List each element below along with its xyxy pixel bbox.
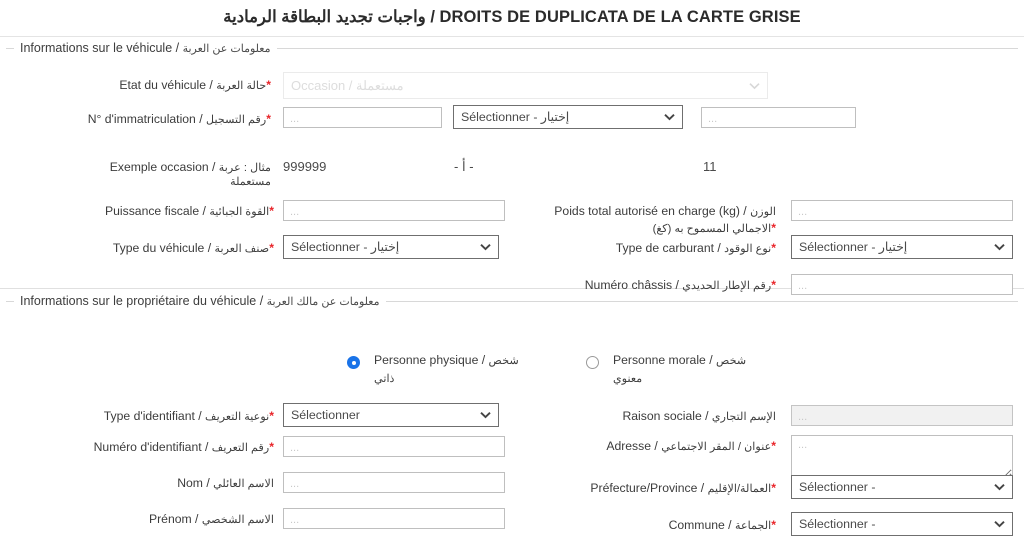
label-etat-vehicule-fr: Etat du véhicule / xyxy=(119,78,217,93)
select-type-identifiant-wrap xyxy=(283,403,499,427)
label-adresse xyxy=(526,438,776,455)
value-exemple-serial: 999999 xyxy=(283,159,327,175)
label-type-identifiant-fr: Type d'identifiant / xyxy=(103,409,206,424)
select-commune-wrap xyxy=(791,512,1013,536)
label-prefecture-province-fr: Préfecture/Province / xyxy=(590,481,708,496)
vehicle-legend-fr: Informations sur le véhicule / xyxy=(20,41,183,56)
input-numero-identifiant[interactable] xyxy=(283,436,505,457)
radio-personne-physique-label-fr: Personne physique / xyxy=(374,353,489,368)
required-marker: * xyxy=(269,409,274,424)
label-raison-sociale xyxy=(526,408,776,425)
owner-legend-fr: Informations sur le propriétaire du véhicule / xyxy=(20,294,267,309)
label-exemple-occasion xyxy=(86,160,271,188)
label-numero-identifiant-fr: Numéro d'identifiant / xyxy=(93,440,212,455)
label-numero-chassis-ar: رقم الإطار الحديدي xyxy=(682,280,772,293)
label-poids-total xyxy=(526,203,776,237)
label-prenom xyxy=(26,511,274,528)
select-type-carburant[interactable] xyxy=(791,235,1013,259)
required-marker: * xyxy=(269,440,274,455)
select-commune[interactable] xyxy=(791,512,1013,536)
vehicle-legend-ar: معلومات عن العربة xyxy=(182,43,271,56)
select-prefecture-province[interactable] xyxy=(791,475,1013,499)
radio-personne-morale-label-ar: شخص معنوي xyxy=(613,355,747,385)
label-raison-sociale-ar: الإسم التجاري xyxy=(711,411,776,424)
select-prefecture-province-wrap xyxy=(791,475,1013,499)
input-nom[interactable] xyxy=(283,472,505,493)
label-immatriculation xyxy=(26,111,271,128)
select-type-vehicule-wrap xyxy=(283,235,499,259)
label-type-carburant xyxy=(526,240,776,257)
input-raison-sociale xyxy=(791,405,1013,426)
label-poids-total-ar: الوزن الاجمالي المسموح به (كغ) xyxy=(652,206,776,236)
radio-personne-physique-label-ar: شخص ذاتي xyxy=(374,355,519,385)
select-immatriculation-letter[interactable] xyxy=(453,105,683,129)
label-poids-total-fr: Poids total autorisé en charge (kg) / xyxy=(554,204,751,219)
required-marker: * xyxy=(266,112,271,127)
label-type-vehicule-fr: Type du véhicule / xyxy=(112,241,215,256)
label-numero-identifiant xyxy=(26,439,274,456)
value-exemple-letter: - أ - xyxy=(454,159,474,175)
label-exemple-occasion-ar: مثال : عربة مستعملة xyxy=(218,162,271,189)
required-marker: * xyxy=(269,241,274,256)
input-puissance-fiscale[interactable] xyxy=(283,200,505,221)
select-etat-vehicule xyxy=(283,72,768,99)
radio-personne-physique[interactable] xyxy=(347,356,360,369)
select-type-vehicule[interactable] xyxy=(283,235,499,259)
label-puissance-fiscale-fr: Puissance fiscale / xyxy=(104,204,210,219)
select-immatriculation-letter-wrap xyxy=(453,105,683,129)
required-marker: * xyxy=(771,518,776,533)
textarea-adresse[interactable] xyxy=(791,435,1013,479)
title-divider xyxy=(0,36,1024,37)
input-numero-chassis[interactable] xyxy=(791,274,1013,295)
label-type-carburant-ar: نوع الوقود xyxy=(724,243,772,256)
label-etat-vehicule-ar: حالة العربة xyxy=(216,80,267,93)
label-prenom-fr: Prénom / xyxy=(148,512,202,527)
label-type-carburant-fr: Type de carburant / xyxy=(615,241,725,256)
owner-fieldset-legend xyxy=(14,295,386,308)
label-commune-ar: الجماعة xyxy=(734,520,772,533)
radio-personne-physique-label[interactable] xyxy=(374,352,522,387)
label-raison-sociale-fr: Raison sociale / xyxy=(622,409,712,424)
label-nom-fr: Nom / xyxy=(177,476,214,491)
label-commune xyxy=(526,517,776,534)
label-numero-chassis xyxy=(526,277,776,294)
label-etat-vehicule xyxy=(26,77,271,94)
required-marker: * xyxy=(771,221,776,236)
required-marker: * xyxy=(771,481,776,496)
label-nom-ar: الاسم العائلي xyxy=(213,478,274,491)
radio-personne-morale-label[interactable] xyxy=(613,352,761,387)
label-type-identifiant xyxy=(26,408,274,425)
select-type-carburant-wrap xyxy=(791,235,1013,259)
select-type-identifiant[interactable] xyxy=(283,403,499,427)
label-exemple-occasion-fr: Exemple occasion / xyxy=(109,160,219,175)
required-marker: * xyxy=(771,278,776,293)
vehicle-fieldset xyxy=(6,41,1018,293)
label-numero-identifiant-ar: رقم التعريف xyxy=(211,442,270,455)
input-prenom[interactable] xyxy=(283,508,505,529)
label-type-vehicule-ar: صنف العربة xyxy=(214,243,270,256)
input-immatriculation-serial[interactable] xyxy=(283,107,442,128)
label-adresse-ar: عنوان / المقر الاجتماعي xyxy=(661,441,772,454)
radio-personne-morale[interactable] xyxy=(586,356,599,369)
label-prefecture-province-ar: العمالة/الإقليم xyxy=(707,483,772,496)
label-puissance-fiscale-ar: القوة الجبائية xyxy=(209,206,270,219)
select-etat-vehicule-wrap xyxy=(283,72,768,99)
vehicle-fieldset-legend xyxy=(14,42,277,55)
required-marker: * xyxy=(771,439,776,454)
input-immatriculation-region[interactable] xyxy=(701,107,856,128)
label-prenom-ar: الاسم الشخصي xyxy=(201,514,274,527)
label-adresse-fr: Adresse / xyxy=(606,439,662,454)
label-immatriculation-ar: رقم التسجيل xyxy=(206,114,267,127)
label-type-identifiant-ar: نوعية التعريف xyxy=(205,411,270,424)
input-poids-total[interactable] xyxy=(791,200,1013,221)
value-exemple-region: 11 xyxy=(703,159,717,175)
radio-personne-morale-label-fr: Personne morale / xyxy=(613,353,716,368)
label-puissance-fiscale xyxy=(26,203,274,220)
label-nom xyxy=(26,475,274,492)
owner-fieldset xyxy=(6,295,1018,545)
owner-legend-ar: معلومات عن مالك العربة xyxy=(266,296,380,309)
required-marker: * xyxy=(771,241,776,256)
label-commune-fr: Commune / xyxy=(668,518,735,533)
required-marker: * xyxy=(266,78,271,93)
label-type-vehicule xyxy=(26,240,274,257)
label-prefecture-province xyxy=(526,480,776,497)
required-marker: * xyxy=(269,204,274,219)
label-immatriculation-fr: N° d'immatriculation / xyxy=(87,112,206,127)
label-numero-chassis-fr: Numéro châssis / xyxy=(584,278,683,293)
page-title: واجبات تجديد البطاقة الرمادية / DROITS DE DUPLICATA DE LA CARTE GRISE xyxy=(223,8,801,26)
